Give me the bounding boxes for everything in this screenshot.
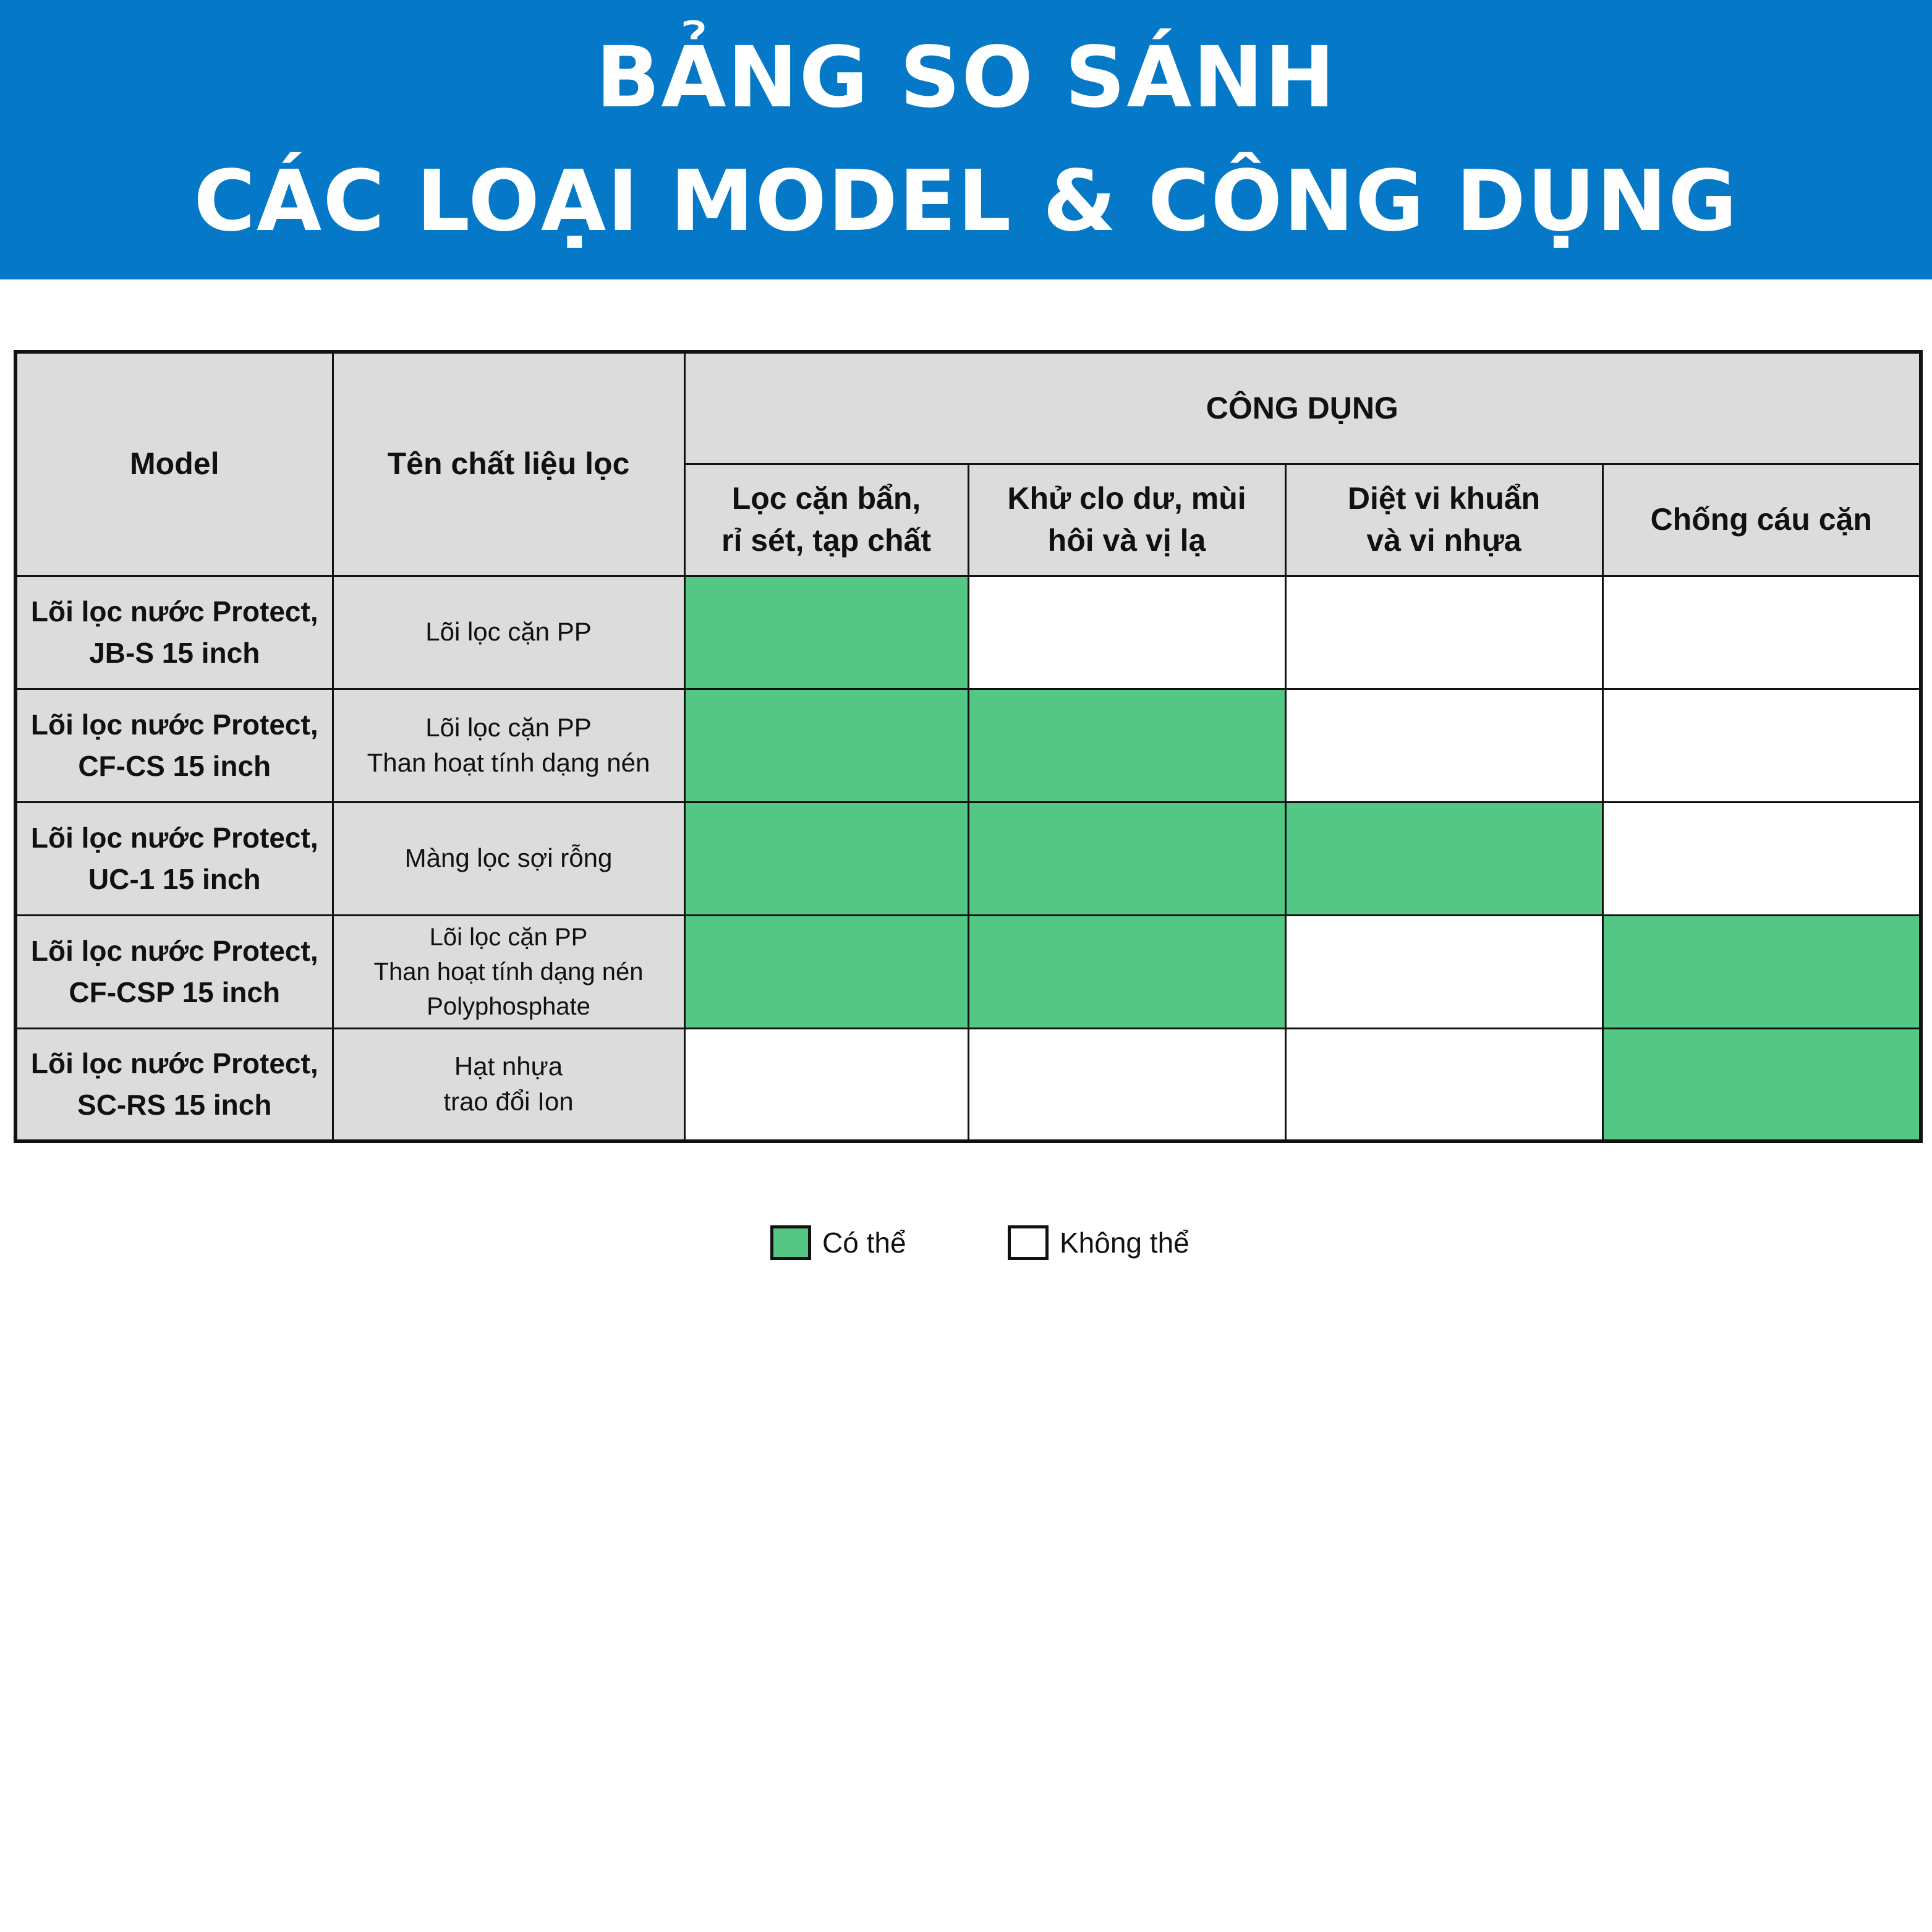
use-cell — [684, 1028, 968, 1141]
use-cell — [1602, 802, 1921, 915]
material-name: Hạt nhựa trao đổi Ion — [333, 1028, 684, 1141]
table-row — [15, 689, 1921, 802]
table-row — [15, 576, 1921, 689]
header-material: Tên chất liệu lọc — [333, 352, 684, 576]
title-line-2: CÁC LOẠI MODEL & CÔNG DỤNG — [194, 153, 1738, 250]
use-cell — [684, 802, 968, 915]
legend-no-label: Không thể — [1060, 1227, 1189, 1259]
title-banner — [0, 0, 1932, 279]
use-cell — [968, 915, 1285, 1028]
use-cell — [1602, 576, 1921, 689]
header-row-1 — [15, 352, 1921, 464]
use-cell — [1602, 915, 1921, 1028]
legend-yes-swatch — [770, 1225, 811, 1260]
model-name: Lõi lọc nước Protect, SC-RS 15 inch — [15, 1028, 333, 1141]
use-cell — [1285, 1028, 1602, 1141]
table-row — [15, 1028, 1921, 1141]
table-row — [15, 802, 1921, 915]
use-cell — [968, 689, 1285, 802]
comparison-table — [14, 350, 1923, 1143]
header-use-3: Diệt vi khuẩn và vi nhựa — [1285, 464, 1602, 576]
header-use-4: Chống cáu cặn — [1602, 464, 1921, 576]
material-name: Lõi lọc cặn PP Than hoạt tính dạng nén Polyphosphate — [333, 915, 684, 1028]
header-uses-group: CÔNG DỤNG — [684, 352, 1921, 464]
legend-no — [1008, 1223, 1189, 1262]
use-cell — [1285, 802, 1602, 915]
legend-yes-label: Có thể — [822, 1227, 906, 1259]
use-cell — [1285, 576, 1602, 689]
header-use-1: Lọc cặn bẩn, rỉ sét, tạp chất — [684, 464, 968, 576]
material-name: Màng lọc sợi rỗng — [333, 802, 684, 915]
use-cell — [1285, 689, 1602, 802]
legend-yes — [770, 1223, 906, 1262]
model-name: Lõi lọc nước Protect, UC-1 15 inch — [15, 802, 333, 915]
use-cell — [968, 576, 1285, 689]
use-cell — [1285, 915, 1602, 1028]
model-name: Lõi lọc nước Protect, CF-CSP 15 inch — [15, 915, 333, 1028]
header-model: Model — [15, 352, 333, 576]
table-row — [15, 915, 1921, 1028]
material-name: Lõi lọc cặn PP — [333, 576, 684, 689]
header-use-2: Khử clo dư, mùi hôi và vị lạ — [968, 464, 1285, 576]
use-cell — [1602, 1028, 1921, 1141]
legend-no-swatch — [1008, 1225, 1049, 1260]
model-name: Lõi lọc nước Protect, CF-CS 15 inch — [15, 689, 333, 802]
model-name: Lõi lọc nước Protect, JB-S 15 inch — [15, 576, 333, 689]
use-cell — [684, 915, 968, 1028]
material-name: Lõi lọc cặn PP Than hoạt tính dạng nén — [333, 689, 684, 802]
use-cell — [684, 689, 968, 802]
use-cell — [968, 802, 1285, 915]
use-cell — [968, 1028, 1285, 1141]
title-line-1: BẢNG SO SÁNH — [595, 29, 1337, 127]
use-cell — [684, 576, 968, 689]
use-cell — [1602, 689, 1921, 802]
